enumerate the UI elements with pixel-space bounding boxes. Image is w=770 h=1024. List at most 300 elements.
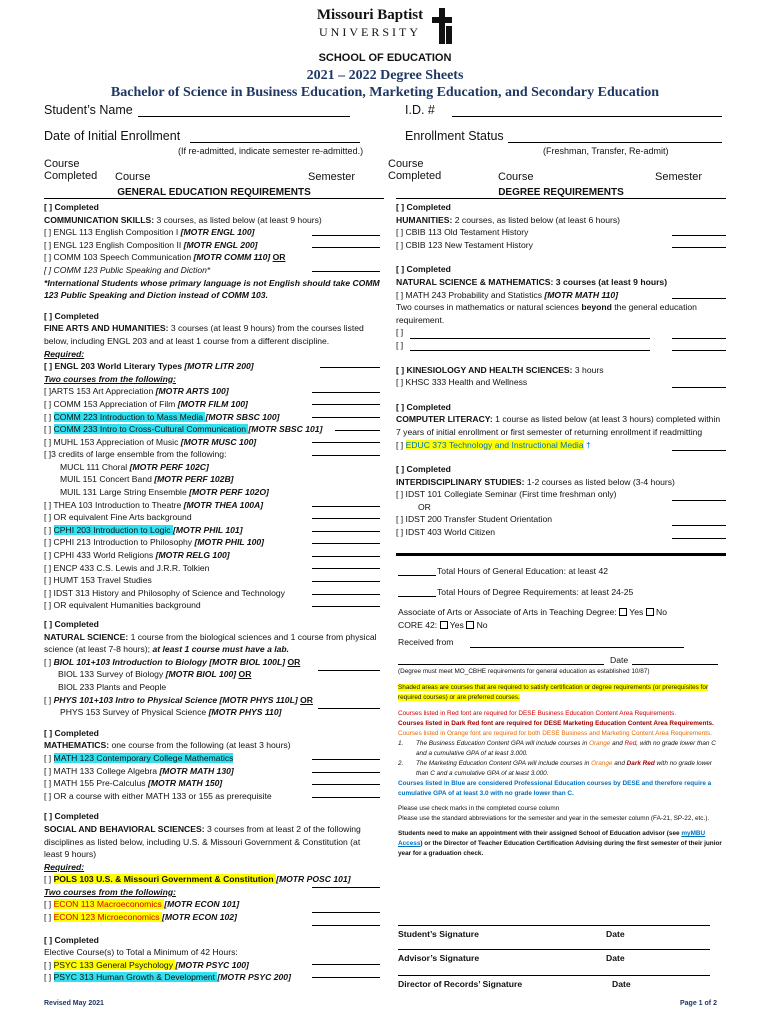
completed-header-right: Completed bbox=[388, 170, 442, 182]
arts-title-row bbox=[44, 322, 384, 335]
inter-completed[interactable]: [ ] Completed bbox=[396, 464, 451, 475]
math-item-2-label: [ ] MATH 133 College Algebra bbox=[44, 765, 160, 776]
arts-item-2-motr: [MOTR FILM 100] bbox=[177, 398, 248, 409]
arts-item-15[interactable]: [ ] OR equivalent Humanities background bbox=[44, 600, 201, 611]
arts-item-11-label: [ ] CPHI 433 World Religions bbox=[44, 550, 156, 561]
course-header: Course bbox=[115, 171, 151, 183]
gen-total-field[interactable] bbox=[398, 575, 436, 576]
sci-item-1-or: OR bbox=[287, 656, 301, 667]
course-completed-header-right bbox=[388, 158, 441, 182]
social-item-2-motr: [MOTR ECON 102] bbox=[161, 912, 237, 923]
semester-line[interactable] bbox=[672, 500, 726, 501]
comm-item-3[interactable] bbox=[44, 251, 384, 264]
social-required: Required: bbox=[44, 861, 85, 872]
status-note: (Freshman, Transfer, Re-admit) bbox=[543, 146, 669, 156]
sci-title-row bbox=[44, 631, 384, 644]
arts-item-14[interactable]: [ ] IDST 313 History and Philosophy of Science and Technology bbox=[44, 587, 285, 598]
semester-line[interactable] bbox=[672, 235, 726, 236]
math-item-4[interactable]: [ ] OR a course with either MATH 133 or 155 as prerequisite bbox=[44, 790, 272, 801]
comp-desc-2: 7 years of initial enrollment or first semester of returning enrollment if readmitting bbox=[396, 426, 703, 437]
semester-line[interactable] bbox=[312, 235, 380, 236]
arts-item-4-box: [ ] bbox=[44, 424, 54, 435]
comm-item-2-motr: [MOTR ENGL 200] bbox=[183, 239, 258, 250]
spacer bbox=[396, 451, 726, 463]
inter-title-row bbox=[396, 476, 726, 489]
ensemble-1-motr: [MOTR PERF 102C] bbox=[129, 461, 209, 472]
arts-item-1-motr: [MOTR ARTS 100] bbox=[155, 386, 229, 397]
semester-line[interactable] bbox=[672, 525, 726, 526]
cbhe-note: (Degree must meet MO_CBHE requirements for general education as established 10/87) bbox=[398, 668, 650, 675]
arts-item-2-label: [ ] COMM 153 Appreciation of Film bbox=[44, 398, 178, 409]
arts-item-7-label: [ ] THEA 103 Introduction to Theatre bbox=[44, 499, 184, 510]
semester-line[interactable] bbox=[312, 568, 380, 569]
natmath-desc-3: requirement. bbox=[396, 314, 445, 325]
associate-line bbox=[398, 606, 728, 619]
arts-item-3-box: [ ] bbox=[44, 411, 54, 422]
comp-completed[interactable]: [ ] Completed bbox=[396, 401, 451, 412]
semester-line[interactable] bbox=[312, 964, 380, 965]
hum-title-row bbox=[396, 214, 726, 227]
kin-desc: 3 hours bbox=[572, 364, 604, 375]
ensemble-3-motr: [MOTR PERF 102O] bbox=[189, 487, 269, 498]
core-label: CORE 42: bbox=[398, 619, 440, 630]
gen-total: Total Hours of General Education: at least 42 bbox=[437, 566, 609, 576]
sci-item-4[interactable] bbox=[44, 694, 384, 707]
arts-item-10-motr: [MOTR PHIL 100] bbox=[194, 537, 265, 548]
completed-header: Completed bbox=[44, 170, 98, 182]
natmath-desc-2a: Two courses in mathematics or natural sciences bbox=[396, 302, 582, 313]
kin-title[interactable]: [ ] KINESIOLOGY AND HEALTH SCIENCES: bbox=[396, 364, 573, 375]
comm-desc: 3 courses, as listed below (at least 9 hours) bbox=[154, 214, 322, 225]
comm-item-1-label: [ ] ENGL 113 English Composition I bbox=[44, 227, 181, 238]
kin-item-1[interactable]: [ ] KHSC 333 Health and Wellness bbox=[396, 377, 528, 388]
sci-completed[interactable]: [ ] Completed bbox=[44, 619, 99, 629]
arts-item-6[interactable]: [ ]3 credits of large ensemble from the following: bbox=[44, 449, 227, 460]
elective-item-1[interactable] bbox=[44, 959, 384, 972]
math-completed[interactable]: [ ] Completed bbox=[44, 727, 99, 738]
page-number: Page 1 of 2 bbox=[680, 1000, 717, 1007]
ensemble-3-label: MUIL 131 Large String Ensemble bbox=[60, 487, 190, 498]
notes-block bbox=[398, 683, 726, 859]
student-name-field[interactable] bbox=[138, 116, 350, 117]
associate-label: Associate of Arts or Associate of Arts in Teaching Degree: bbox=[398, 607, 620, 617]
point-1-red: Red bbox=[624, 740, 637, 747]
social-req-1-motr: [MOTR POSC 101] bbox=[276, 874, 351, 885]
core-line bbox=[398, 619, 728, 632]
course-header-right: Course bbox=[498, 171, 534, 183]
logo-university: UNIVERSITY bbox=[319, 25, 421, 39]
social-item-1-motr: [MOTR ECON 101] bbox=[164, 899, 240, 910]
enrollment-status-field[interactable] bbox=[508, 142, 722, 143]
advisor-signature-field[interactable] bbox=[398, 949, 710, 950]
arts-required: Required: bbox=[44, 348, 85, 359]
comm-title: COMMUNICATION SKILLS: bbox=[44, 214, 155, 225]
natmath-slot-1[interactable]: [ ] bbox=[396, 327, 404, 338]
spacer bbox=[396, 251, 726, 263]
semester-line[interactable] bbox=[312, 606, 380, 607]
ensemble-2 bbox=[44, 473, 384, 486]
core-yes-checkbox[interactable] bbox=[440, 621, 448, 629]
orange-note: Courses listed in Orange font are required for both DESE Business and Marketing Content Area Requirements. bbox=[398, 730, 713, 737]
inter-item-3[interactable]: [ ] IDST 403 World Citizen bbox=[396, 527, 496, 538]
semester-line[interactable] bbox=[312, 543, 380, 544]
no-label: No bbox=[653, 607, 668, 617]
sci-item-3: BIOL 233 Plants and People bbox=[58, 681, 167, 692]
university-logo bbox=[310, 8, 470, 68]
social-req-1-box: [ ] bbox=[44, 874, 54, 885]
natmath-desc-2c: the general education bbox=[611, 302, 697, 313]
inter-title: INTERDISCIPLINARY STUDIES: bbox=[396, 476, 525, 487]
math-item-3-motr: [MOTR MATH 150] bbox=[147, 778, 223, 789]
spacer bbox=[396, 352, 726, 364]
dagger-icon: † bbox=[583, 439, 591, 450]
elective-item-2-label: PSYC 313 Human Growth & Development bbox=[53, 972, 218, 983]
semester-line[interactable] bbox=[312, 784, 380, 785]
course-header-1: Course bbox=[44, 158, 80, 170]
natmath-item-1-motr: [MOTR MATH 110] bbox=[544, 289, 619, 300]
appointment-a: Students need to make an appointment with their assigned School of Education advisor (see bbox=[398, 830, 682, 837]
readmit-note: (If re-admitted, indicate semester re-admitted.) bbox=[178, 146, 364, 156]
semester-line[interactable] bbox=[312, 556, 380, 557]
id-field[interactable] bbox=[452, 116, 722, 117]
arts-item-3-motr: [MOTR SBSC 100] bbox=[205, 411, 280, 422]
arts-item-9-box: [ ] bbox=[44, 524, 54, 535]
math-title-row bbox=[44, 739, 384, 752]
elective-desc: Elective Course(s) to Total a Minimum of 42 Hours: bbox=[44, 947, 238, 958]
yes-checkbox[interactable] bbox=[619, 608, 627, 616]
social-item-2-box: [ ] bbox=[44, 912, 54, 923]
semester-line[interactable] bbox=[312, 797, 380, 798]
inter-item-1[interactable]: [ ] IDST 101 Collegiate Seminar (First time freshman only) bbox=[396, 489, 617, 500]
point-2 bbox=[398, 759, 726, 779]
arts-item-5-motr: [MOTR MUSC 100] bbox=[180, 436, 257, 447]
sci-item-2-motr: [MOTR BIOL 100] bbox=[165, 669, 239, 680]
ensemble-1-label: MUCL 111 Choral bbox=[60, 461, 130, 472]
point-1-num: 1. bbox=[398, 740, 404, 747]
semester-line[interactable] bbox=[312, 247, 380, 248]
enrollment-status-label: Enrollment Status bbox=[405, 129, 504, 143]
received-line-2[interactable] bbox=[398, 664, 604, 665]
sci-item-5-label: PHYS 153 Survey of Physical Science bbox=[60, 707, 209, 718]
ensemble-1 bbox=[44, 461, 384, 474]
semester-line[interactable] bbox=[312, 518, 380, 519]
spacer bbox=[44, 802, 384, 810]
arts-item-5-label: [ ] MUHL 153 Appreciation of Music bbox=[44, 436, 181, 447]
math-item-1-box: [ ] bbox=[44, 752, 54, 763]
inter-item-2[interactable]: [ ] IDST 200 Transfer Student Orientation bbox=[396, 514, 553, 525]
sci-item-4-or: OR bbox=[300, 694, 313, 705]
arts-item-11-motr: [MOTR RELG 100] bbox=[155, 550, 230, 561]
natmath-desc: 3 courses (at least 9 hours) bbox=[553, 276, 668, 287]
semester-line[interactable] bbox=[312, 912, 380, 913]
appointment-b: ) or the Director of Teacher Education Certification Advising during the first semester of their junior year for a graduation check. bbox=[398, 840, 722, 857]
advisor-signature-label: Advisor’s Signature bbox=[398, 953, 480, 963]
arts-item-4-motr: [MOTR SBSC 101] bbox=[248, 424, 323, 435]
point-1-and: and bbox=[610, 740, 625, 747]
red-note: Courses listed in Red font are required for DESE Business Education Content Area Requirements. bbox=[398, 710, 677, 717]
point-2-num: 2. bbox=[398, 760, 404, 767]
semester-line[interactable] bbox=[312, 506, 380, 507]
sci-desc-2-row bbox=[44, 643, 384, 656]
sci-item-4-box: [ ] bbox=[44, 694, 54, 705]
initial-enrollment-label: Date of Initial Enrollment bbox=[44, 129, 181, 143]
cross-emblem-icon bbox=[432, 8, 452, 44]
semester-line[interactable] bbox=[318, 708, 380, 709]
arts-item-4-label: COMM 233 Intro to Cross-Cultural Communication bbox=[53, 424, 249, 435]
comm-item-3-or: OR bbox=[272, 252, 286, 263]
course-slot-line[interactable] bbox=[410, 338, 650, 339]
sci-item-2-label: BIOL 133 Survey of Biology bbox=[58, 669, 166, 680]
inter-desc: 1-2 courses as listed below (3-4 hours) bbox=[524, 476, 675, 487]
social-item-2-label: ECON 123 Microeconomics bbox=[53, 912, 162, 923]
semester-line[interactable] bbox=[672, 450, 726, 451]
yes-label: Yes bbox=[627, 607, 646, 617]
arts-item-7-motr: [MOTR THEA 100A] bbox=[183, 499, 264, 510]
ensemble-3 bbox=[44, 486, 384, 499]
social-req-1[interactable] bbox=[44, 873, 384, 886]
degree-column bbox=[396, 201, 726, 539]
point-2-b: with no grade lower than C and a cumulative GPA of at least 3.000. bbox=[416, 760, 712, 777]
sci-desc: 1 course from the biological sciences and 1 course from physical bbox=[128, 631, 377, 642]
point-1 bbox=[398, 739, 726, 759]
arts-item-9-motr: [MOTR PHIL 101] bbox=[173, 524, 243, 535]
dred-note: Courses listed in Dark Red font are required for DESE Marketing Education Content Area Requirements. bbox=[398, 720, 714, 727]
natmath-title-row bbox=[396, 276, 726, 289]
hum-desc: 2 courses, as listed below (at least 6 hours) bbox=[452, 214, 621, 225]
point-1-a: The Business Education Content GPA will include courses in bbox=[416, 740, 589, 747]
logo-school: SCHOOL OF EDUCATION bbox=[318, 52, 452, 64]
comm-title-row bbox=[44, 214, 384, 227]
social-item-1-box: [ ] bbox=[44, 899, 54, 910]
natmath-title: NATURAL SCIENCE & MATHEMATICS: bbox=[396, 276, 554, 287]
spacer bbox=[44, 302, 384, 310]
point-1-orange: Orange bbox=[589, 740, 611, 747]
comm-item-2-label: [ ] ENGL 123 English Composition II bbox=[44, 239, 184, 250]
gen-ed-column bbox=[44, 201, 384, 984]
semester-line[interactable] bbox=[312, 392, 380, 393]
semester-line[interactable] bbox=[312, 887, 380, 888]
natmath-desc-2 bbox=[396, 301, 726, 314]
advisor-date-label: Date bbox=[606, 953, 625, 963]
received-date-label: Date bbox=[610, 655, 629, 665]
page-title: 2021 – 2022 Degree Sheets bbox=[306, 68, 464, 83]
logo-name: Missouri Baptist bbox=[316, 7, 424, 23]
gen-ed-heading: GENERAL EDUCATION REQUIREMENTS bbox=[44, 187, 384, 199]
math-item-3-label: [ ] MATH 155 Pre-Calculus bbox=[44, 778, 148, 789]
deg-total: Total Hours of Degree Requirements: at least 24-25 bbox=[437, 587, 634, 597]
blue-note: Courses listed in Blue are considered Professional Education courses by DESE and therefore require a cumulative GPA of at least 3.0 with no grade lower than C. bbox=[398, 780, 712, 797]
received-date-field[interactable] bbox=[632, 664, 718, 665]
arts-item-7[interactable] bbox=[44, 499, 384, 512]
elective-item-1-label: PSYC 133 General Psychology bbox=[53, 959, 176, 970]
semester-line[interactable] bbox=[312, 925, 380, 926]
sci-item-5-motr: [MOTR PHYS 110] bbox=[208, 707, 282, 718]
arts-req-1-label: [ ] ENGL 203 World Literary Types bbox=[44, 361, 185, 372]
no-checkbox[interactable] bbox=[646, 608, 654, 616]
semester-line[interactable] bbox=[312, 271, 380, 272]
course-header-right-1: Course bbox=[388, 158, 424, 170]
semester-line[interactable] bbox=[672, 247, 726, 248]
point-2-dred: Dark Red bbox=[626, 760, 655, 767]
social-desc: 3 courses from at least 2 of the following bbox=[204, 823, 361, 834]
elective-completed[interactable]: [ ] Completed bbox=[44, 934, 99, 945]
hum-item-2[interactable]: [ ] CBIB 123 New Testament History bbox=[396, 239, 533, 250]
social-item-1[interactable] bbox=[44, 898, 384, 911]
received-field[interactable] bbox=[470, 647, 684, 648]
hum-completed[interactable]: [ ] Completed bbox=[396, 202, 451, 212]
natmath-item-1[interactable] bbox=[396, 289, 726, 302]
initial-enrollment-field[interactable] bbox=[190, 142, 360, 143]
semester-line[interactable] bbox=[312, 455, 380, 456]
natmath-completed[interactable]: [ ] Completed bbox=[396, 264, 451, 275]
sci-title: NATURAL SCIENCE: bbox=[44, 631, 129, 642]
natmath-desc-2b: beyond bbox=[581, 302, 612, 313]
arts-title: FINE ARTS AND HUMANITIES: bbox=[44, 323, 169, 334]
appointment-note bbox=[398, 829, 726, 859]
semester-header: Semester bbox=[308, 171, 356, 183]
director-signature-label: Director of Records’ Signature bbox=[398, 979, 523, 989]
arts-desc: 3 courses (at least 9 hours) from the courses listed bbox=[168, 323, 364, 334]
course-completed-header bbox=[44, 158, 97, 182]
shaded-note bbox=[398, 683, 726, 703]
student-signature-label: Student’s Signature bbox=[398, 929, 479, 939]
shaded-note-text: Shaded areas are courses that are required to satisfy certification or degree requirements (or prerequisites for required courses) or are preferred courses. bbox=[398, 684, 709, 701]
social-desc-2: disciplines as listed below, including U.S. & Missouri Government & Constitution (at bbox=[44, 836, 361, 847]
revised-date: Revised May 2021 bbox=[44, 1000, 104, 1007]
arts-completed[interactable]: [ ] Completed bbox=[44, 310, 99, 321]
point-2-orange: Orange bbox=[591, 760, 613, 767]
ensemble-2-label: MUIL 151 Concert Band bbox=[60, 474, 155, 485]
comm-item-3-motr: [MOTR COMM 110] bbox=[193, 252, 273, 263]
director-signature-field[interactable] bbox=[398, 975, 710, 976]
ensemble-2-motr: [MOTR PERF 102B] bbox=[154, 474, 234, 485]
semester-line[interactable] bbox=[320, 367, 380, 368]
social-title-row bbox=[44, 823, 384, 836]
social-two: Two courses from the following: bbox=[44, 886, 176, 897]
arts-req-1-motr: [MOTR LITR 200] bbox=[184, 361, 254, 372]
degree-req-heading: DEGREE REQUIREMENTS bbox=[396, 187, 726, 199]
comm-item-1[interactable] bbox=[44, 226, 384, 239]
elective-item-2-motr: [MOTR PSYC 200] bbox=[217, 972, 291, 983]
arts-item-9-label: CPHI 203 Introduction to Logic bbox=[53, 524, 173, 535]
social-req-1-label: POLS 103 U.S. & Missouri Government & Constitution bbox=[53, 874, 277, 885]
arts-item-12[interactable]: [ ] ENCP 433 C.S. Lewis and J.R.R. Tolkien bbox=[44, 562, 210, 573]
sci-item-2-or: OR bbox=[238, 669, 252, 680]
comp-title-row bbox=[396, 413, 726, 426]
sci-desc-2b: at least 1 course must have a lab. bbox=[152, 644, 290, 655]
semester-line[interactable] bbox=[312, 531, 380, 532]
elective-item-2-box: [ ] bbox=[44, 972, 54, 983]
arts-item-3-label: COMM 223 Introduction to Mass Media bbox=[53, 411, 206, 422]
arts-item-13[interactable]: [ ] HUMT 153 Travel Studies bbox=[44, 575, 152, 586]
math-item-2-motr: [MOTR MATH 130] bbox=[159, 765, 234, 776]
comp-title: COMPUTER LITERACY: bbox=[396, 414, 493, 425]
social-title: SOCIAL AND BEHAVIORAL SCIENCES: bbox=[44, 823, 205, 834]
semester-line[interactable] bbox=[312, 594, 380, 595]
student-name-label: Student’s Name bbox=[44, 103, 133, 117]
semester-line[interactable] bbox=[312, 759, 380, 760]
sci-item-1[interactable] bbox=[44, 656, 384, 669]
semester-line[interactable] bbox=[312, 404, 380, 405]
comp-item-1-box: [ ] bbox=[396, 439, 406, 450]
social-desc-3: least 9 hours) bbox=[44, 849, 97, 860]
math-item-1-label: MATH 123 Contemporary College Mathematics bbox=[53, 752, 234, 763]
point-1-b: , with no grade lower than C and a cumulative GPA of at least 3.000. bbox=[416, 740, 716, 757]
comm-item-2[interactable] bbox=[44, 239, 384, 252]
core-no-checkbox[interactable] bbox=[466, 621, 474, 629]
comm-note-1: *International Students whose primary language is not English should take COMM bbox=[44, 277, 380, 288]
comp-item-1-label: EDUC 373 Technology and Instructional Media bbox=[405, 439, 584, 450]
arts-item-8[interactable]: [ ] OR equivalent Fine Arts background bbox=[44, 512, 192, 523]
check-note-1: Please use check marks in the completed course column bbox=[398, 805, 560, 812]
arts-item-10-label: [ ] CPHI 213 Introduction to Philosophy bbox=[44, 537, 195, 548]
comm-completed[interactable]: [ ] Completed bbox=[44, 202, 99, 212]
inter-or: OR bbox=[418, 501, 431, 512]
math-item-2[interactable] bbox=[44, 765, 384, 778]
point-2-and: and bbox=[612, 760, 627, 767]
semester-line[interactable] bbox=[335, 430, 380, 431]
arts-two: Two courses from the following: bbox=[44, 373, 176, 384]
arts-item-1-label: [ ]ARTS 153 Art Appreciation bbox=[44, 386, 156, 397]
natmath-item-1-label: [ ] MATH 243 Probability and Statistics bbox=[396, 289, 545, 300]
comm-item-1-motr: [MOTR ENGL 100] bbox=[180, 227, 255, 238]
course-slot-line[interactable] bbox=[410, 350, 650, 351]
kin-title-row bbox=[396, 364, 726, 377]
check-note-2: Please use the standard abbreviations for the semester and year in the semester column (FA-21, SP-22, etc.). bbox=[398, 815, 710, 822]
semester-line[interactable] bbox=[312, 442, 380, 443]
elective-item-1-motr: [MOTR PSYC 100] bbox=[175, 959, 249, 970]
received-label: Received from bbox=[398, 637, 454, 647]
mymbu-link[interactable]: myMBU Access bbox=[398, 830, 706, 847]
arts-desc-2: below, including ENGL 203 and at least 1 course from a different discipline. bbox=[44, 335, 330, 346]
core-yes-label: Yes bbox=[447, 619, 467, 630]
director-date-label: Date bbox=[612, 979, 631, 989]
comm-item-4[interactable]: [ ] COMM 123 Public Speaking and Diction* bbox=[44, 264, 211, 275]
semester-line[interactable] bbox=[312, 977, 380, 978]
id-label: I.D. # bbox=[405, 103, 435, 117]
social-item-1-label: ECON 113 Macroeconomics bbox=[53, 899, 165, 910]
sci-item-4-label: PHYS 101+103 Intro to Physical Science [MOTR PHYS 110L] bbox=[53, 694, 301, 705]
arts-item-4[interactable] bbox=[44, 423, 384, 436]
math-title: MATHEMATICS: bbox=[44, 740, 110, 751]
semester-line[interactable] bbox=[312, 417, 380, 418]
math-desc: one course from the following (at least 3 hours) bbox=[109, 740, 291, 751]
semester-line[interactable] bbox=[672, 538, 726, 539]
sci-desc-2: science (at least 7-8 hours); bbox=[44, 644, 153, 655]
divider bbox=[396, 553, 726, 556]
social-completed[interactable]: [ ] Completed bbox=[44, 811, 99, 822]
semester-line[interactable] bbox=[312, 772, 380, 773]
semester-line[interactable] bbox=[672, 350, 726, 351]
page-subtitle: Bachelor of Science in Business Education, Marketing Education, and Secondary Education bbox=[110, 85, 660, 100]
hum-title: HUMANITIES: bbox=[396, 214, 453, 225]
semester-line[interactable] bbox=[318, 670, 380, 671]
hum-item-1[interactable]: [ ] CBIB 113 Old Testament History bbox=[396, 227, 529, 238]
natmath-slot-2[interactable]: [ ] bbox=[396, 339, 404, 350]
semester-line[interactable] bbox=[672, 387, 726, 388]
spacer bbox=[396, 389, 726, 401]
semester-line[interactable] bbox=[672, 338, 726, 339]
student-date-label: Date bbox=[606, 929, 625, 939]
student-signature-field[interactable] bbox=[398, 925, 710, 926]
semester-line[interactable] bbox=[312, 581, 380, 582]
semester-line[interactable] bbox=[672, 298, 726, 299]
deg-total-field[interactable] bbox=[398, 596, 436, 597]
semester-header-right: Semester bbox=[655, 171, 703, 183]
comp-desc: 1 course as listed below (at least 3 hours) completed within bbox=[492, 414, 721, 425]
comm-item-3-label: [ ] COMM 103 Speech Communication bbox=[44, 252, 194, 263]
comm-note-2: 123 Public Speaking and Diction instead of COMM 103. bbox=[44, 290, 268, 301]
